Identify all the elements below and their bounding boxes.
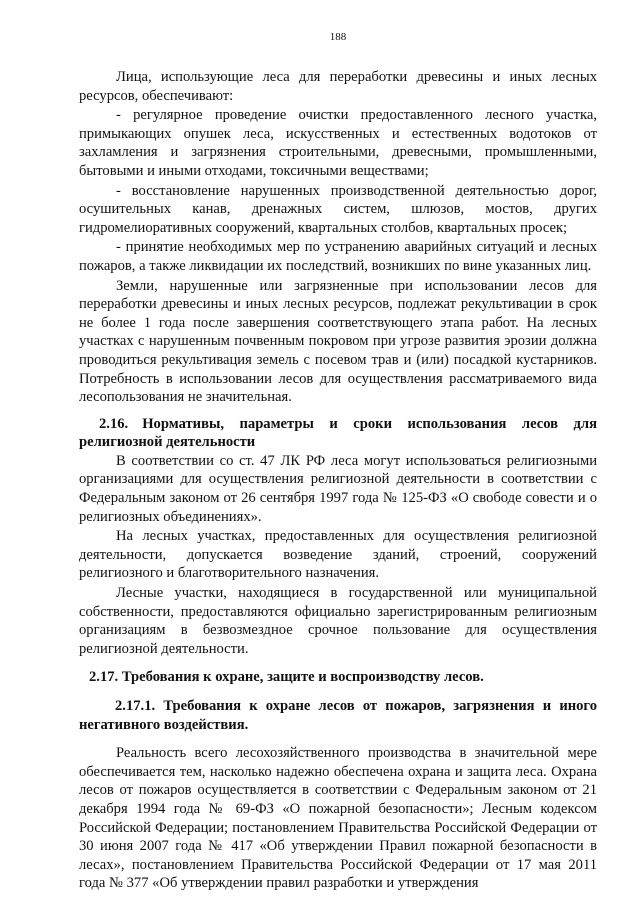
paragraph-religious-law: В соответствии со ст. 47 ЛК РФ леса могут использоваться религиозными организациями для осуществления религиозной деятельности в соответствии с Федеральным законом от 26 сентября 1997 года № 125-ФЗ «О свободе совести и о религиозных объединениях». <box>79 452 597 525</box>
paragraph-religious-land-use: Лесные участки, находящиеся в государственной или муниципальной собственности, предоставляются официально зарегистрированным религиозным организациям в безвозмездное срочное пользование для осуществления религиозной деятельности. <box>79 585 597 657</box>
list-item-cleaning: - регулярное проведение очистки предоставленного лесного участка, примыкающих опушек леса, искусственных и естественных водотоков от захламления и загрязнения строительными, древесными, промышленными, бытовыми и иными отходами, токсичными веществами; <box>79 107 597 179</box>
paragraph-forest-protection: Реальность всего лесохозяйственного производства в значительной мере обеспечивается тем, насколько надежно обеспечена охрана и защита леса. Охрана лесов от пожаров осуществляется в соответствии с Федеральным законом от 21 декабря 1994 года № 69-ФЗ «О пожарной безопасности»; Лесным кодексом Российской Федерации; постановлением Правительства Российской Федерации от 30 июня 2007 года № 417 «Об утверждении Правил пожарной безопасности в лесах», постановлением Правительства Российской Федерации от 17 мая 2011 года № 377 «Об утверждении правил разработки и утверждения <box>79 745 597 890</box>
paragraph-religious-buildings: На лесных участках, предоставленных для осуществления религиозной деятельности, допускается возведение зданий, строений, сооружений религиозного и благотворительного назначения. <box>79 528 597 582</box>
paragraph-users-obligations: Лица, использующие леса для переработки древесины и иных лесных ресурсов, обеспечивают: <box>79 69 597 104</box>
list-item-restoration: - восстановление нарушенных производственной деятельностью дорог, осушительных канав, дренажных систем, шлюзов, мостов, других гидромелиоративных сооружений, квартальных столбов, квартальных просек; <box>79 182 597 236</box>
list-item-emergency-measures: - принятие необходимых мер по устранению аварийных ситуаций и лесных пожаров, а также ликвидации их последствий, возникших по вине указанных лиц. <box>79 239 597 274</box>
page-number: 188 <box>329 31 347 43</box>
paragraph-recultivation: Земли, нарушенные или загрязненные при использовании лесов для переработки древесины и иных лесных ресурсов, подлежат рекультивации в срок не более 1 года после завершения соответствующего этапа работ. На лесных участках с нарушенным почвенным покровом при угрозе развития эрозии должна проводиться рекультивация земель с посевом трав и (или) посадкой кустарников. Потребность в использовании лесов для осуществления рассматриваемого вида лесопользования не значительная. <box>79 277 597 406</box>
document-page <box>79 30 597 890</box>
section-number: 2.16. <box>99 415 129 432</box>
section-heading-2-17: 2.17. Требования к охране, защите и воспроизводству лесов. <box>89 669 484 686</box>
section-title: Нормативы, параметры и сроки использования лесов для религиозной деятельности <box>79 415 597 451</box>
section-heading-2-16 <box>79 415 597 452</box>
section-heading-2-17-1: 2.17.1. Требования к охране лесов от пожаров, загрязнения и иного негативного воздействия. <box>79 698 597 733</box>
